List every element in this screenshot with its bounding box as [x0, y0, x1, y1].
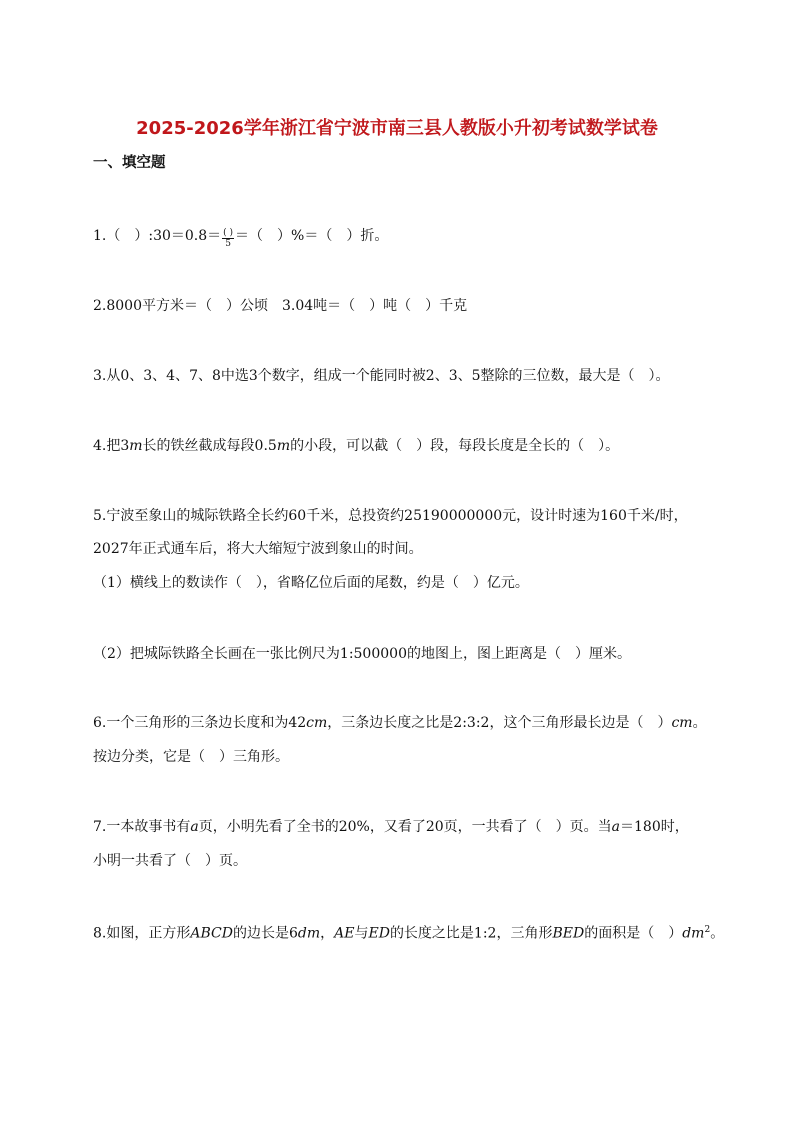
q4-text: 长的铁丝截成每段0.5 — [142, 438, 277, 454]
q8-unit: dm — [297, 925, 321, 942]
q8-variable: AE — [334, 925, 355, 942]
section-heading: 一、填空题 — [93, 155, 166, 171]
question-5-line-1: 5.宁波至象山的城际铁路全长约60千米，总投资约25190000000元，设计时速为160千米/时， — [93, 508, 688, 524]
question-5-line-2: 2027年正式通车后，将大大缩短宁波到象山的时间。 — [93, 541, 423, 557]
q6-text: ，三条边长度之比是2:3:2，这个三角形最长边是（ ） — [327, 715, 672, 731]
question-7 — [93, 817, 689, 837]
q8-text: ， — [320, 925, 335, 942]
q6-text: 。 — [692, 715, 707, 731]
q1-text-after: ＝（ ）%＝（ ）折。 — [235, 228, 389, 244]
q1-fraction-denominator: 5 — [225, 239, 231, 249]
question-6 — [93, 713, 707, 733]
q8-variable: ED — [368, 925, 390, 942]
question-1 — [93, 226, 388, 249]
q8-text: 8.如图，正方形 — [93, 925, 191, 942]
q1-fraction-numerator: ( ) — [223, 228, 234, 238]
q4-text: 4.把3 — [93, 438, 130, 454]
q4-text: 的小段，可以截（ ）段，每段长度是全长的（ ）。 — [290, 438, 620, 454]
q4-unit: m — [129, 438, 143, 454]
q8-text: 的长度之比是1:2，三角形 — [389, 925, 553, 942]
q7-text: 页，小明先看了全书的20%，又看了20页，一共看了（ ）页。当 — [198, 819, 612, 835]
q6-unit: cm — [306, 715, 328, 731]
question-8 — [93, 920, 724, 944]
question-2: 2.8000平方米＝（ ）公顷 3.04吨＝（ ）吨（ ）千克 — [93, 298, 468, 314]
q7-text: ＝180时， — [620, 819, 689, 835]
q4-unit: m — [276, 438, 291, 454]
question-3: 3.从0、3、4、7、8中选3个数字，组成一个能同时被2、3、5整除的三位数，最大是（ ）。 — [93, 368, 670, 384]
q8-unit: dm — [682, 925, 705, 942]
question-6-line-2: 按边分类，它是（ ）三角形。 — [93, 749, 289, 765]
q6-text: 6.一个三角形的三条边长度和为42 — [93, 715, 307, 731]
q8-text: 的边长是6 — [232, 925, 298, 942]
question-4 — [93, 436, 619, 456]
q8-text: 与 — [354, 925, 369, 942]
q8-text: 。 — [710, 925, 725, 942]
q1-text-before: 1.（ ）:30＝0.8＝ — [93, 228, 222, 244]
question-5-sub-1: （1）横线上的数读作（ ），省略亿位后面的尾数，约是（ ）亿元。 — [93, 575, 529, 591]
question-7-line-2: 小明一共看了（ ）页。 — [93, 853, 247, 869]
q1-fraction — [222, 228, 234, 249]
q8-variable: BED — [552, 925, 585, 942]
q7-variable: a — [611, 819, 621, 835]
q7-variable: a — [190, 819, 199, 835]
q8-text: 的面积是（ ） — [584, 925, 683, 942]
exam-title: 2025-2026学年浙江省宁波市南三县人教版小升初考试数学试卷 — [136, 118, 658, 139]
q8-variable: ABCD — [190, 925, 233, 942]
q8-exponent: 2 — [704, 925, 711, 935]
q6-unit: cm — [671, 715, 693, 731]
question-5-sub-2: （2）把城际铁路全长画在一张比例尺为1:500000的地图上，图上距离是（ ）厘米。 — [93, 646, 631, 662]
q7-text: 7.一本故事书有 — [93, 819, 191, 835]
